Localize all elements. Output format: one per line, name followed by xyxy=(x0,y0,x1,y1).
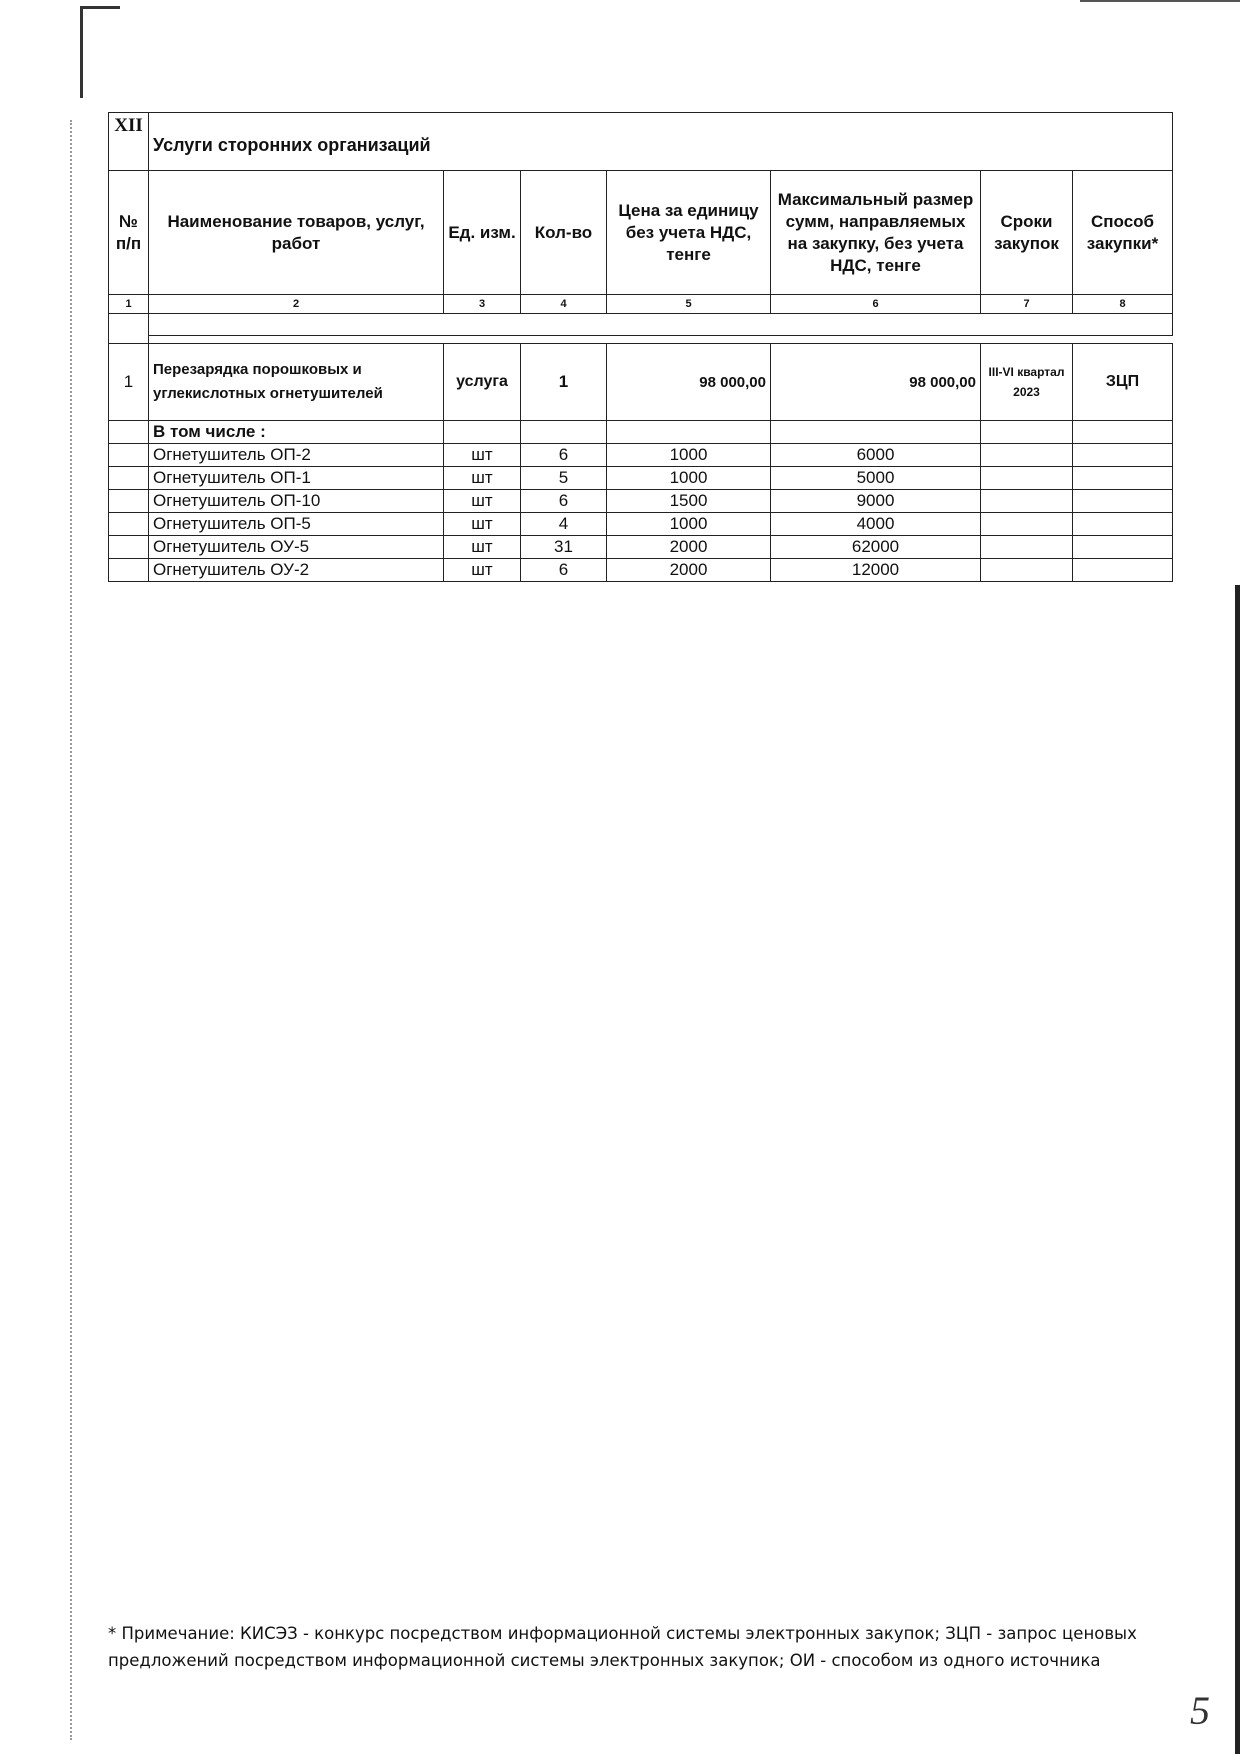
sub-item-name: Огнетушитель ОП-10 xyxy=(149,490,444,513)
header-qty: Кол-во xyxy=(521,171,607,295)
section-title: Услуги сторонних организаций xyxy=(149,113,1173,171)
column-number: 1 xyxy=(109,295,149,314)
table-row xyxy=(109,536,1173,559)
header-price: Цена за единицу без учета НДС, тенге xyxy=(607,171,771,295)
header-unit: Ед. изм. xyxy=(444,171,521,295)
scan-artifact-right-edge xyxy=(1235,585,1240,1754)
sub-item-sum: 62000 xyxy=(771,536,981,559)
including-label: В том числе : xyxy=(149,421,444,444)
table-row xyxy=(109,444,1173,467)
column-number: 2 xyxy=(149,295,444,314)
sub-item-unit: шт xyxy=(444,490,521,513)
sub-item-sum: 12000 xyxy=(771,559,981,582)
sub-item-sum: 4000 xyxy=(771,513,981,536)
section-number: XII xyxy=(109,113,149,171)
sub-item-unit: шт xyxy=(444,467,521,490)
column-number: 8 xyxy=(1073,295,1173,314)
sub-item-sum: 5000 xyxy=(771,467,981,490)
including-row xyxy=(109,421,1173,444)
item-max-sum: 98 000,00 xyxy=(771,344,981,421)
column-numbers-row xyxy=(109,295,1173,314)
header-name: Наименование товаров, услуг, работ xyxy=(149,171,444,295)
table-row-main-item xyxy=(109,344,1173,421)
table-row xyxy=(109,490,1173,513)
column-number: 7 xyxy=(981,295,1073,314)
item-number: 1 xyxy=(109,344,149,421)
sub-item-price: 1500 xyxy=(607,490,771,513)
item-method: ЗЦП xyxy=(1073,344,1173,421)
sub-item-price: 2000 xyxy=(607,536,771,559)
sub-item-name: Огнетушитель ОУ-2 xyxy=(149,559,444,582)
column-number: 4 xyxy=(521,295,607,314)
sub-item-sum: 6000 xyxy=(771,444,981,467)
sub-item-name: Огнетушитель ОП-1 xyxy=(149,467,444,490)
sub-item-qty: 6 xyxy=(521,490,607,513)
sub-item-price: 1000 xyxy=(607,513,771,536)
header-no: № п/п xyxy=(109,171,149,295)
scan-artifact-left xyxy=(80,8,83,98)
sub-item-price: 2000 xyxy=(607,559,771,582)
sub-item-price: 1000 xyxy=(607,467,771,490)
table-row xyxy=(109,513,1173,536)
scan-artifact-top-right xyxy=(1080,0,1240,2)
sub-item-qty: 4 xyxy=(521,513,607,536)
header-term: Сроки закупок xyxy=(981,171,1073,295)
spacer-row xyxy=(109,336,1173,344)
header-method: Способ закупки* xyxy=(1073,171,1173,295)
column-number: 3 xyxy=(444,295,521,314)
sub-item-qty: 6 xyxy=(521,559,607,582)
sub-item-unit: шт xyxy=(444,559,521,582)
sub-item-unit: шт xyxy=(444,513,521,536)
column-number: 5 xyxy=(607,295,771,314)
table-row xyxy=(109,467,1173,490)
item-qty: 1 xyxy=(521,344,607,421)
sub-item-unit: шт xyxy=(444,444,521,467)
sub-item-qty: 31 xyxy=(521,536,607,559)
sub-item-qty: 5 xyxy=(521,467,607,490)
sub-item-name: Огнетушитель ОП-5 xyxy=(149,513,444,536)
sub-item-unit: шт xyxy=(444,536,521,559)
header-max-sum: Максимальный размер сумм, направляемых на закупку, без учета НДС, тенге xyxy=(771,171,981,295)
procurement-table xyxy=(108,112,1173,582)
item-term: III-VI квартал 2023 xyxy=(981,344,1073,421)
spacer-row xyxy=(109,314,1173,336)
table-row xyxy=(109,559,1173,582)
column-number: 6 xyxy=(771,295,981,314)
item-unit: услуга xyxy=(444,344,521,421)
sub-item-name: Огнетушитель ОУ-5 xyxy=(149,536,444,559)
table-header xyxy=(109,171,1173,295)
sub-item-sum: 9000 xyxy=(771,490,981,513)
footnote: * Примечание: КИСЭЗ - конкурс посредством информационной системы электронных закупок; ЗЦП - запрос ценовых предложений посредством информационной системы электронных закупок; ОИ - способом из одного источника xyxy=(108,1624,1137,1670)
sub-item-price: 1000 xyxy=(607,444,771,467)
item-name: Перезарядка порошковых и углекислотных огнетушителей xyxy=(149,344,444,421)
scan-artifact-top xyxy=(80,6,120,9)
handwritten-page-number: 5 xyxy=(1190,1688,1210,1733)
sub-item-qty: 6 xyxy=(521,444,607,467)
section-row xyxy=(109,113,1173,171)
item-price: 98 000,00 xyxy=(607,344,771,421)
sub-item-name: Огнетушитель ОП-2 xyxy=(149,444,444,467)
scan-artifact-dots xyxy=(70,120,73,1740)
